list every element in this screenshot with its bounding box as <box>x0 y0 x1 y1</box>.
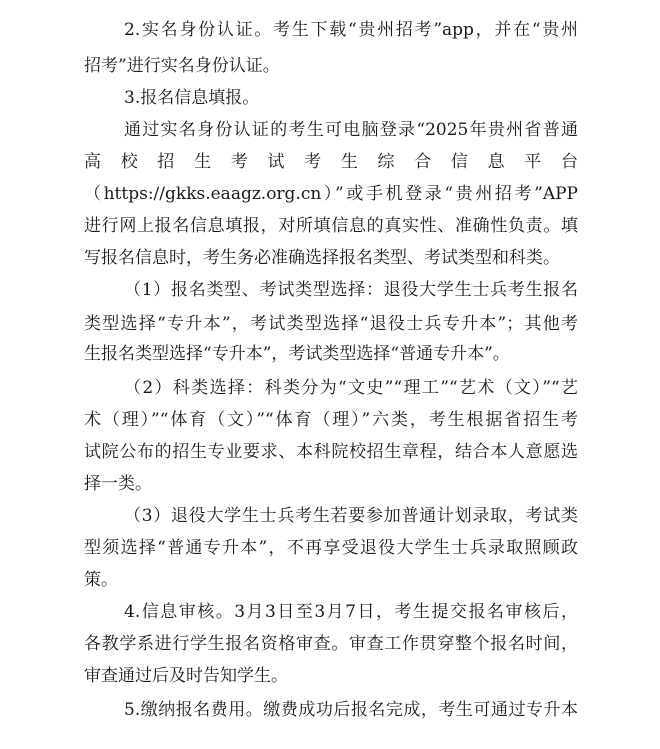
text-line: 型须选择“普通专升本”，不再享受退役大学生士兵录取照顾政 <box>84 538 578 558</box>
text-line: 5.缴纳报名费用。缴费成功后报名完成，考生可通过专升本 <box>124 700 578 720</box>
text-line: 3.报名信息填报。 <box>124 88 260 108</box>
text-line: 4.信息审核。3月3日至3月7日，考生提交报名审核后， <box>124 602 578 622</box>
text-line: 写报名信息时，考生务必准确选择报名类型、考试类型和科类。 <box>84 248 560 268</box>
text-line: （3）退役大学生士兵考生若要参加普通计划录取，考试类 <box>124 506 578 526</box>
text-line: 策。 <box>84 570 118 590</box>
text-line: （2）科类选择：科类分为“文史”“理工”“艺术（文）”“艺 <box>124 378 578 398</box>
text-line: （https://gkks.eaagz.org.cn）”或手机登录“贵州招考”APP <box>84 184 578 204</box>
text-line: 通过实名身份认证的考生可电脑登录“2025年贵州省普通 <box>124 120 578 140</box>
text-line: 高 校 招 生 考 试 考 生 综 合 信 息 平 台 <box>84 152 578 172</box>
text-line: 进行网上报名信息填报，对所填信息的真实性、准确性负责。填 <box>84 216 578 236</box>
text-line: 术（理）”“体育（文）”“体育（理）”六类，考生根据省招生考 <box>84 410 578 430</box>
text-line: 类型选择“专升本”，考试类型选择“退役士兵专升本”；其他考 <box>84 314 578 334</box>
text-line: （1）报名类型、考试类型选择：退役大学生士兵考生报名 <box>124 280 578 300</box>
text-line: 各教学系进行学生报名资格审查。审查工作贯穿整个报名时间， <box>84 634 578 654</box>
text-line: 审查通过后及时告知学生。 <box>84 666 288 686</box>
text-line: 2.实名身份认证。考生下载“贵州招考”app，并在“贵州 <box>124 20 578 40</box>
text-line: 择一类。 <box>84 474 152 494</box>
text-line: 招考”进行实名身份认证。 <box>84 56 280 76</box>
text-line: 试院公布的招生专业要求、本科院校招生章程，结合本人意愿选 <box>84 442 578 462</box>
text-line: 生报名类型选择“专升本”，考试类型选择“普通专升本”。 <box>84 344 510 364</box>
